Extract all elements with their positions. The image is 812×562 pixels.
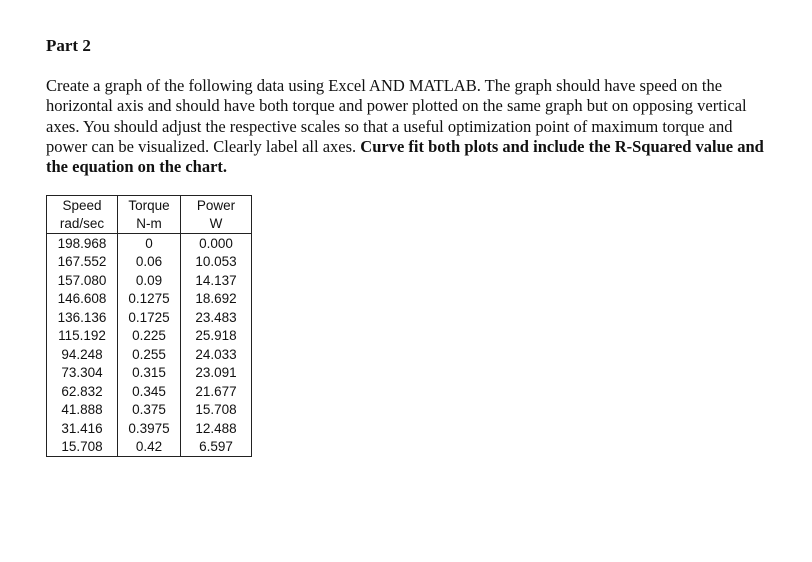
cell-torque: 0.225 [118,327,181,346]
cell-torque: 0.06 [118,253,181,272]
cell-speed: 15.708 [47,438,118,457]
cell-speed: 62.832 [47,382,118,401]
table-row [47,308,252,327]
cell-torque: 0.1275 [118,290,181,309]
cell-speed: 73.304 [47,364,118,383]
cell-speed: 115.192 [47,327,118,346]
instructions-emphasis: Curve fit both plots and include the R-Squared value and the equation on the chart. [46,136,764,177]
table-row [47,327,252,346]
cell-torque: 0.1725 [118,308,181,327]
table-header-row [47,196,252,215]
cell-speed: 136.136 [47,308,118,327]
cell-speed: 198.968 [47,234,118,253]
cell-power: 18.692 [181,290,252,309]
header-speed: Speed [47,196,118,215]
cell-torque: 0.375 [118,401,181,420]
table-row [47,253,252,272]
unit-power: W [181,215,252,234]
cell-torque: 0.315 [118,364,181,383]
cell-power: 10.053 [181,253,252,272]
cell-power: 6.597 [181,438,252,457]
header-torque: Torque [118,196,181,215]
cell-torque: 0 [118,234,181,253]
cell-power: 23.091 [181,364,252,383]
cell-power: 23.483 [181,308,252,327]
instructions-text: Create a graph of the following data using Excel AND MATLAB. The graph should have speed on the horizontal axis and should have both torque and power plotted on the same graph but on opposing vertical axes. You should adjust the respective scales so that a useful optimization point of maximum torque and power can be visualized. Clearly label all axes. [46,76,747,156]
cell-speed: 157.080 [47,271,118,290]
table-row [47,364,252,383]
cell-power: 21.677 [181,382,252,401]
data-table [46,195,252,457]
table-row [47,271,252,290]
cell-power: 14.137 [181,271,252,290]
cell-torque: 0.42 [118,438,181,457]
unit-speed: rad/sec [47,215,118,234]
table-row [47,382,252,401]
cell-speed: 41.888 [47,401,118,420]
table-row [47,234,252,253]
cell-torque: 0.09 [118,271,181,290]
table-row [47,438,252,457]
cell-speed: 146.608 [47,290,118,309]
table-row [47,401,252,420]
cell-torque: 0.345 [118,382,181,401]
section-heading: Part 2 [46,36,91,55]
cell-torque: 0.3975 [118,419,181,438]
header-power: Power [181,196,252,215]
cell-power: 25.918 [181,327,252,346]
cell-speed: 31.416 [47,419,118,438]
cell-power: 24.033 [181,345,252,364]
instructions-paragraph [46,76,766,177]
cell-power: 12.488 [181,419,252,438]
table-row [47,345,252,364]
unit-torque: N-m [118,215,181,234]
cell-power: 0.000 [181,234,252,253]
cell-speed: 167.552 [47,253,118,272]
cell-speed: 94.248 [47,345,118,364]
cell-power: 15.708 [181,401,252,420]
table-units-row [47,215,252,234]
cell-torque: 0.255 [118,345,181,364]
table-row [47,290,252,309]
table-row [47,419,252,438]
